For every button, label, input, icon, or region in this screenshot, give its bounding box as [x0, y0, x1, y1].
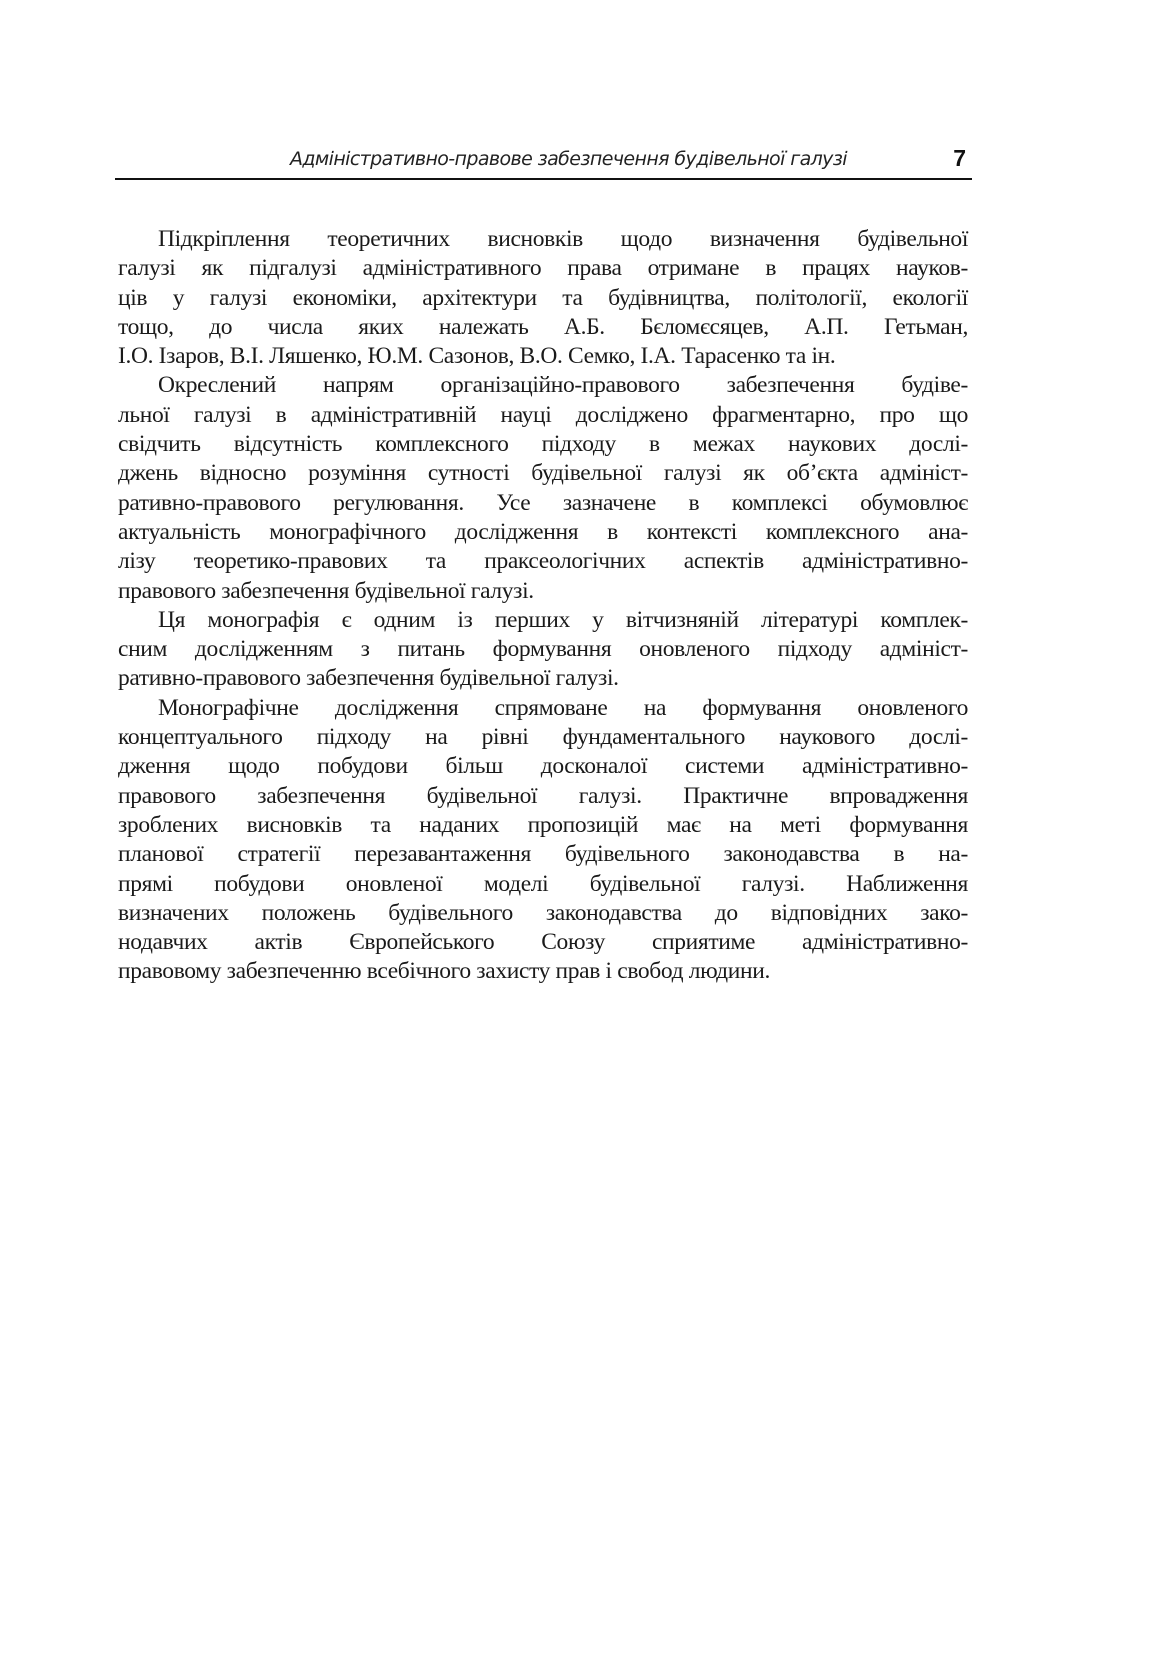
text-line: галузі як підгалузі адміністративного права отримане в працях науков- [118, 255, 968, 282]
text-line: джень відносно розуміння сутності будівельної галузі як об’єкта адмініст- [118, 460, 968, 487]
text-line: тощо, до числа яких належать А.Б. Бєломєсяцев, А.П. Гетьман, [118, 313, 968, 340]
paragraph [118, 371, 968, 605]
text-line: ців у галузі економіки, архітектури та будівництва, політології, екології [118, 284, 968, 311]
text-line: концептуального підходу на рівні фундаментального наукового дослі- [118, 724, 968, 751]
paragraph [118, 606, 968, 694]
text-line: правового забезпечення будівельної галузі. [118, 577, 534, 604]
text-line: актуальність монографічного дослідження в контексті комплексного ана- [118, 518, 968, 545]
text-line: планової стратегії перезавантаження будівельного законодавства в на- [118, 841, 968, 868]
text-line: ративно-правового регулювання. Усе зазначене в комплексі обумовлює [118, 489, 968, 516]
text-line: І.О. Ізаров, В.І. Ляшенко, Ю.М. Сазонов, В.О. Семко, І.А. Тарасенко та ін. [118, 343, 836, 370]
text-line: правовому забезпеченню всебічного захисту прав і свобод людини. [118, 958, 770, 985]
running-title: Адміністративно-правове забезпечення будівельної галузі [289, 148, 847, 170]
text-line: Підкріплення теоретичних висновків щодо визначення будівельної [158, 226, 968, 252]
page-number: 7 [953, 145, 966, 171]
text-line: сним дослідженням з питань формування оновленого підходу адмініст- [118, 636, 968, 663]
text-line: Ця монографія є одним із перших у вітчизняній літературі комплек- [158, 606, 968, 633]
paragraph [118, 225, 968, 371]
text-line: правового забезпечення будівельної галузі. Практичне впровадження [118, 782, 968, 809]
text-line: дження щодо побудови більш досконалої системи адміністративно- [118, 753, 968, 780]
text-line: ративно-правового забезпечення будівельної галузі. [118, 665, 619, 692]
text-line: Окреслений напрям організаційно-правового забезпечення будіве- [158, 372, 968, 399]
paragraph [118, 694, 968, 987]
text-line: лізу теоретико-правових та праксеологічних аспектів адміністративно- [118, 548, 968, 575]
body-text [118, 225, 968, 987]
running-header [115, 146, 972, 180]
text-line: Монографічне дослідження спрямоване на формування оновленого [158, 694, 968, 721]
text-line: прямі побудови оновленої моделі будівельної галузі. Наближення [118, 870, 968, 897]
text-line: нодавчих актів Європейського Союзу сприятиме адміністративно- [118, 929, 968, 956]
text-line: визначених положень будівельного законодавства до відповідних зако- [118, 899, 968, 926]
text-line: зроблених висновків та наданих пропозицій має на меті формування [118, 811, 968, 838]
text-line: льної галузі в адміністративній науці досліджено фрагментарно, про що [118, 401, 968, 428]
text-line: свідчить відсутність комплексного підходу в межах наукових дослі- [118, 431, 968, 458]
